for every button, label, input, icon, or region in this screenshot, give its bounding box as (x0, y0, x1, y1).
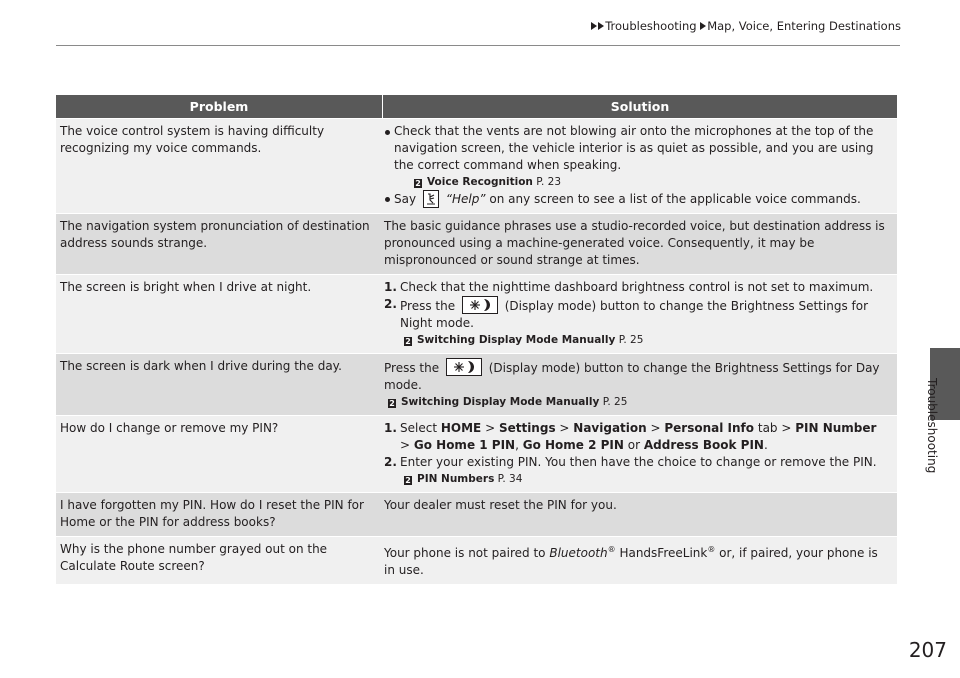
display-mode-icon (446, 358, 482, 376)
page-number: 207 (908, 638, 947, 662)
step-text: Press the (400, 299, 456, 313)
reference-page: P. 25 (602, 396, 628, 408)
solution-text: or, if paired, your phone is in use. (384, 546, 878, 577)
step-text: Enter your existing PIN. You then have the choice to change or remove the PIN. (400, 455, 877, 469)
cross-reference[interactable] (394, 174, 889, 190)
problem-cell: The screen is bright when I drive at night. (60, 280, 312, 294)
reference-icon: 2 (405, 337, 411, 346)
column-header-problem: Problem (56, 95, 383, 118)
solution-step: 1. Select HOME > Settings > Navigation > Personal Info tab > PIN Number > Go Home 1 PIN, Go Home 2 PIN or Address Book PIN. (384, 421, 877, 452)
side-chapter-label (927, 378, 941, 488)
solution-text: Press the (384, 361, 440, 375)
bullet-text: Check that the vents are not blowing air onto the microphones at the top of the navigation screen, the vehicle interior is as quiet as possible, and you are using the correct command when speaking. (394, 124, 874, 172)
problem-cell: I have forgotten my PIN. How do I reset the PIN for Home or the PIN for address books? (60, 498, 364, 529)
solution-cell: The basic guidance phrases use a studio-recorded voice, but destination address is pronounced using a machine-generated voice. Consequently, it may be mispronounced or sound strange at times. (384, 219, 885, 267)
reference-label: PIN Numbers (417, 473, 495, 485)
step-text: tab (757, 421, 778, 435)
solution-text: Your phone is not paired to (384, 546, 546, 560)
side-chapter-label-text: Troubleshooting (925, 378, 939, 474)
problem-cell: Why is the phone number grayed out on the Calculate Route screen? (60, 542, 328, 573)
bluetooth-brand: Bluetooth (549, 546, 608, 560)
table-row (56, 118, 897, 213)
display-mode-icon (462, 296, 498, 314)
cross-reference[interactable] (400, 332, 889, 348)
problem-cell: The voice control system is having difficulty recognizing my voice commands. (60, 124, 325, 155)
menu-personal-info: Personal Info (664, 421, 755, 435)
reference-label: Switching Display Mode Manually (417, 334, 616, 346)
solution-bullet (384, 123, 889, 190)
troubleshooting-table (56, 95, 897, 584)
breadcrumb (591, 19, 901, 33)
bullet-text: Say (394, 192, 417, 206)
menu-go-home-1-pin: Go Home 1 PIN (413, 438, 516, 452)
solution-step: 1. Check that the nighttime dashboard brightness control is not set to maximum. (384, 280, 874, 294)
solution-cell: Your dealer must reset the PIN for you. (384, 498, 617, 512)
registered-mark: ® (707, 545, 716, 554)
problem-cell: The navigation system pronunciation of destination address sounds strange. (60, 219, 370, 250)
column-header-solution: Solution (610, 99, 670, 114)
table-row (56, 353, 897, 415)
talk-button-icon (423, 190, 439, 208)
header-divider (56, 45, 900, 46)
reference-label: Voice Recognition (427, 176, 533, 188)
step-text: Check that the nighttime dashboard brightness control is not set to maximum. (400, 280, 874, 294)
arrow-right-icon (700, 22, 706, 30)
solution-cell (381, 354, 897, 415)
breadcrumb-topic: Map, Voice, Entering Destinations (707, 19, 901, 33)
breadcrumb-section: Troubleshooting (605, 19, 697, 33)
menu-home: HOME (440, 421, 482, 435)
reference-page: P. 34 (497, 473, 523, 485)
step-text: (Display mode) button to change the Brightness Settings for Night mode. (400, 299, 869, 330)
reference-label: Switching Display Mode Manually (401, 396, 600, 408)
step-text: or (627, 438, 641, 452)
arrow-right-icon (591, 22, 597, 30)
solution-cell (381, 537, 897, 584)
menu-pin-number: PIN Number (795, 421, 877, 435)
solution-cell (381, 416, 897, 492)
table-row (56, 536, 897, 584)
reference-page: P. 25 (618, 334, 644, 346)
menu-go-home-2-pin: Go Home 2 PIN (522, 438, 624, 452)
solution-cell (381, 119, 897, 213)
solution-cell (381, 275, 897, 353)
table-row (56, 274, 897, 353)
registered-mark: ® (607, 545, 616, 554)
solution-step: 2. Press the (Display mode) button to change the Brightness Settings for Night mode. 2 Switching Display Mode Manually P. 25 (384, 296, 889, 348)
cross-reference[interactable] (400, 471, 889, 487)
problem-cell: The screen is dark when I drive during the day. (60, 359, 342, 373)
cross-reference[interactable] (384, 394, 889, 410)
reference-icon: 2 (389, 399, 395, 408)
bullet-text: on any screen to see a list of the applicable voice commands. (489, 192, 861, 206)
solution-text: HandsFreeLink (619, 546, 708, 560)
solution-text: (Display mode) button to change the Brightness Settings for Day mode. (384, 361, 880, 392)
table-row (56, 415, 897, 492)
arrow-right-icon (598, 22, 604, 30)
reference-page: P. 23 (536, 176, 561, 188)
voice-command: “Help” (445, 192, 486, 206)
table-header (56, 95, 897, 118)
table-row (56, 213, 897, 274)
reference-icon: 2 (405, 476, 411, 485)
menu-address-book-pin: Address Book PIN (643, 438, 764, 452)
solution-step: 2. Enter your existing PIN. You then have the choice to change or remove the PIN. 2 PIN Numbers P. 34 (384, 454, 889, 487)
menu-settings: Settings (498, 421, 556, 435)
problem-cell: How do I change or remove my PIN? (60, 421, 279, 435)
solution-bullet (384, 190, 889, 208)
menu-navigation: Navigation (573, 421, 647, 435)
reference-icon: 2 (415, 179, 421, 188)
step-text: Select (400, 421, 438, 435)
table-row (56, 492, 897, 536)
